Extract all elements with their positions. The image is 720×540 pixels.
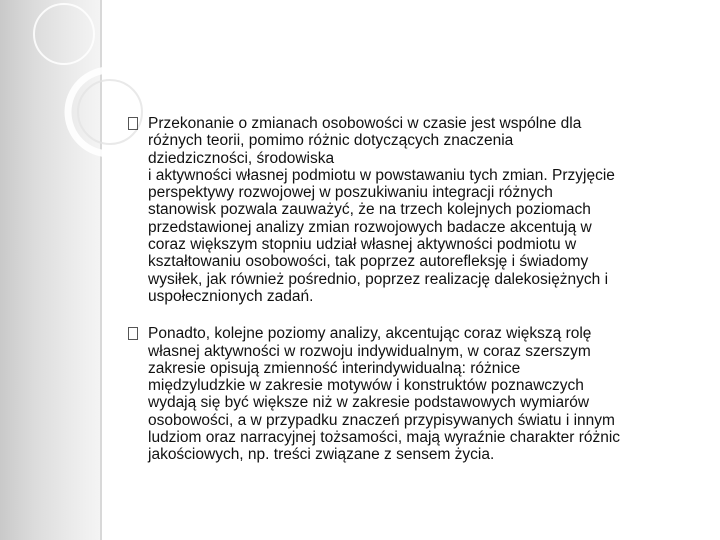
text-line: coraz większym stopniu udział własnej aktywności podmiotu w (148, 236, 577, 254)
text-line: uspołecznionych zadań. (148, 287, 314, 305)
text-line: zakresie opisują zmienność interindywidualną: różnice (148, 359, 521, 377)
text-line: jakościowych, np. treści związane z sensem życia. (148, 446, 495, 464)
bullet-paragraph (148, 115, 700, 305)
text-line: stanowisk pozwala zauważyć, że na trzech kolejnych poziomach (148, 201, 591, 219)
text-line: Ponadto, kolejne poziomy analizy, akcentując coraz większą rolę (148, 325, 592, 343)
text-line: własnej aktywności w rozwoju indywidualnym, w coraz szerszym (148, 342, 591, 360)
text-line: dziedziczności, środowiska (148, 149, 335, 167)
text-line: międzyludzkie w zakresie motywów i konstruktów poznawczych (148, 377, 584, 395)
text-line: osobowości, a w przypadku znaczeń przypisywanych światu i innym (148, 411, 615, 429)
text-line: przedstawionej analizy zmian rozwojowych badacze akcentują w (148, 218, 592, 236)
content-area (128, 115, 700, 484)
text-line: różnych teorii, pomimo różnic dotyczących znaczenia (148, 132, 514, 150)
text-line: kształtowaniu osobowości, tak poprzez autorefleksję i świadomy (148, 253, 589, 271)
bullet-box-icon (128, 117, 138, 130)
bullet-item (128, 325, 700, 463)
text-line: wysiłek, jak również pośrednio, poprzez realizację dalekosiężnych i (148, 270, 609, 288)
bullet-paragraph (148, 325, 700, 463)
bullet-item (128, 115, 700, 305)
decorative-circle-small (34, 4, 94, 64)
text-line: Przekonanie o zmianach osobowości w czasie jest wspólne dla (148, 115, 582, 132)
text-line: ludziom oraz narracyjnej tożsamości, mają wyraźnie charakter różnic (148, 429, 621, 447)
text-line: perspektywy rozwojowej w poszukiwaniu integracji różnych (148, 184, 553, 202)
text-line: i aktywności własnej podmiotu w powstawaniu tych zmian. Przyjęcie (148, 166, 615, 184)
bullet-box-icon (128, 327, 138, 340)
text-line: wydają się być większe niż w zakresie podstawowych wymiarów (148, 394, 590, 412)
